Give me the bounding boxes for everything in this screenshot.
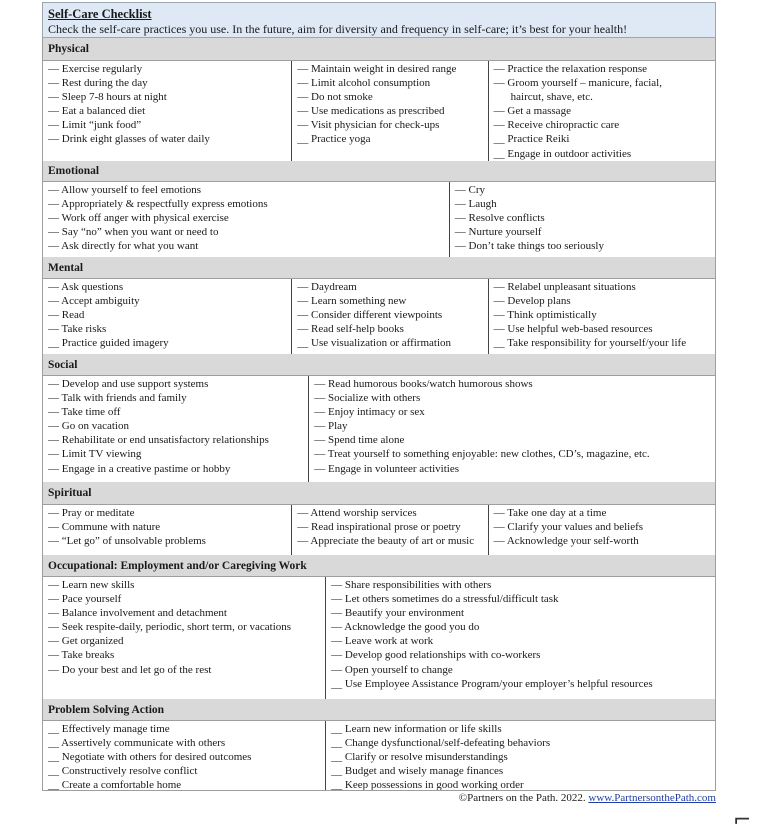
checklist-item[interactable]: — Acknowledge your self-worth: [493, 535, 639, 548]
section-column: [292, 505, 488, 555]
checklist-item[interactable]: — Limit TV viewing: [48, 448, 142, 461]
checklist-item[interactable]: — Develop plans: [493, 295, 571, 308]
section-column: [43, 61, 292, 161]
checklist-item[interactable]: — Say “no” when you want or need to: [48, 226, 219, 239]
section-title-problem-solving-action: Problem Solving Action: [42, 699, 716, 721]
checklist-item[interactable]: — Engage in volunteer activities: [314, 462, 460, 475]
section-column: [292, 279, 488, 354]
section-column: [326, 721, 715, 790]
checklist-item[interactable]: — Do your best and let go of the rest: [48, 663, 212, 676]
checklist-item[interactable]: — Visit physician for check-ups: [297, 119, 440, 132]
checklist-item[interactable]: — Read inspirational prose or poetry: [297, 521, 461, 534]
checklist-item[interactable]: — Take risks: [48, 323, 107, 336]
checklist-item[interactable]: — Nurture yourself: [454, 226, 542, 239]
section-column: [450, 182, 715, 257]
checklist-item[interactable]: — Use medications as prescribed: [297, 105, 445, 118]
checklist-item[interactable]: — Spend time alone: [314, 434, 405, 447]
section-column: [489, 279, 715, 354]
checklist-item[interactable]: — Play: [314, 420, 348, 433]
section-column: [489, 61, 715, 161]
section-body-emotional: [42, 182, 716, 257]
checklist-item[interactable]: — Limit “junk food”: [48, 119, 142, 132]
checklist-item[interactable]: — Seek respite-daily, periodic, short term, or vacations: [48, 621, 292, 634]
checklist-sheet: [42, 2, 716, 804]
checklist-item[interactable]: — Receive chiropractic care: [493, 119, 620, 132]
checklist-item[interactable]: — Cry: [454, 184, 486, 196]
section-body-occupational-employment-and-or-caregiving-work: [42, 577, 716, 699]
checklist-item[interactable]: __ Practice Reiki: [493, 133, 570, 146]
checklist-item[interactable]: — Use helpful web-based resources: [493, 323, 653, 336]
page-title: Self-Care Checklist: [48, 7, 152, 21]
checklist-item[interactable]: __ Effectively manage time: [48, 723, 170, 735]
section-body-spiritual: [42, 505, 716, 555]
checklist-item[interactable]: — Pray or meditate: [48, 507, 135, 519]
checklist-item[interactable]: — Practice the relaxation response: [493, 63, 648, 75]
checklist-item[interactable]: — Maintain weight in desired range: [297, 63, 457, 75]
section-column: [43, 376, 309, 482]
section-column: [43, 182, 450, 257]
checklist-item[interactable]: — Develop and use support systems: [48, 378, 209, 390]
checklist-item[interactable]: __ Use Employee Assistance Program/your employer’s helpful resources: [331, 677, 653, 690]
section-title-social: Social: [42, 354, 716, 376]
checklist-item[interactable]: __ Practice guided imagery: [48, 337, 169, 350]
checklist-item[interactable]: __ Clarify or resolve misunderstandings: [331, 751, 508, 764]
checklist-item[interactable]: — Read: [48, 309, 85, 322]
section-column: [309, 376, 715, 482]
section-column: [43, 721, 326, 790]
section-title-emotional: Emotional: [42, 161, 716, 182]
checklist-item[interactable]: — Read humorous books/watch humorous shows: [314, 378, 533, 390]
sections-container: [42, 38, 716, 791]
section-title-physical: Physical: [42, 38, 716, 61]
checklist-item[interactable]: __ Use visualization or affirmation: [297, 337, 452, 350]
page-subtitle: Check the self-care practices you use. In the future, aim for diversity and frequency in self-care; it’s best for your health!: [48, 22, 628, 36]
checklist-item[interactable]: — Rest during the day: [48, 77, 148, 90]
checklist-item[interactable]: — Engage in a creative pastime or hobby: [48, 462, 231, 475]
checklist-item[interactable]: — Learn new skills: [48, 579, 135, 591]
checklist-item[interactable]: __ Change dysfunctional/self-defeating behaviors: [331, 737, 551, 750]
checklist-item[interactable]: — Leave work at work: [331, 635, 434, 648]
checklist-item[interactable]: __ Negotiate with others for desired outcomes: [48, 751, 252, 764]
checklist-item[interactable]: __ Assertively communicate with others: [48, 737, 226, 750]
checklist-item[interactable]: __ Budget and wisely manage finances: [331, 765, 504, 778]
checklist-item[interactable]: __ Practice yoga: [297, 133, 371, 146]
checklist-item[interactable]: — Go on vacation: [48, 420, 129, 433]
section-column: [43, 279, 292, 354]
checklist-item: haircut, shave, etc.: [510, 91, 593, 104]
checklist-item[interactable]: — Resolve conflicts: [454, 212, 545, 225]
checklist-item[interactable]: — Read self-help books: [297, 323, 404, 336]
section-column: [292, 61, 488, 161]
checklist-item[interactable]: — Laugh: [454, 198, 497, 211]
checklist-item[interactable]: — Appreciate the beauty of art or music: [297, 535, 475, 548]
page-corner-mark: ⌐: [733, 808, 752, 833]
checklist-item[interactable]: — Relabel unpleasant situations: [493, 281, 636, 293]
checklist-item[interactable]: — Balance involvement and detachment: [48, 607, 227, 620]
checklist-item[interactable]: — Develop good relationships with co-workers: [331, 649, 541, 662]
checklist-item[interactable]: — Ask directly for what you want: [48, 240, 199, 253]
checklist-item[interactable]: — Work off anger with physical exercise: [48, 212, 229, 225]
checklist-item[interactable]: __ Constructively resolve conflict: [48, 765, 198, 778]
section-column: [489, 505, 715, 555]
checklist-item[interactable]: — Rehabilitate or end unsatisfactory relationships: [48, 434, 269, 447]
checklist-item[interactable]: — Talk with friends and family: [48, 392, 187, 405]
checklist-item[interactable]: — Beautify your environment: [331, 607, 465, 620]
section-column: [43, 505, 292, 555]
checklist-item[interactable]: — Do not smoke: [297, 91, 373, 104]
checklist-item[interactable]: — Consider different viewpoints: [297, 309, 443, 322]
checklist-item[interactable]: — Drink eight glasses of water daily: [48, 133, 210, 146]
checklist-item[interactable]: — Take one day at a time: [493, 507, 607, 519]
checklist-item[interactable]: — “Let go” of unsolvable problems: [48, 535, 206, 548]
checklist-item[interactable]: — Get organized: [48, 635, 124, 648]
section-title-spiritual: Spiritual: [42, 482, 716, 505]
section-title-mental: Mental: [42, 257, 716, 279]
checklist-item[interactable]: — Enjoy intimacy or sex: [314, 406, 425, 419]
checklist-item[interactable]: — Share responsibilities with others: [331, 579, 492, 591]
checklist-item[interactable]: — Clarify your values and beliefs: [493, 521, 644, 534]
checklist-item[interactable]: — Let others sometimes do a stressful/difficult task: [331, 593, 559, 606]
section-column: [43, 577, 326, 699]
checklist-item[interactable]: — Daydream: [297, 281, 357, 293]
section-body-physical: [42, 61, 716, 161]
checklist-item[interactable]: — Attend worship services: [297, 507, 417, 519]
checklist-item[interactable]: — Limit alcohol consumption: [297, 77, 431, 90]
footer-copyright: ©Partners on the Path. 2022.: [458, 792, 589, 804]
checklist-item[interactable]: — Commune with nature: [48, 521, 161, 534]
checklist-item[interactable]: — Socialize with others: [314, 392, 421, 405]
section-body-problem-solving-action: [42, 721, 716, 791]
checklist-header: [42, 2, 716, 38]
checklist-item[interactable]: — Eat a balanced diet: [48, 105, 146, 118]
checklist-item[interactable]: — Take time off: [48, 406, 121, 419]
checklist-item[interactable]: __ Learn new information or life skills: [331, 723, 502, 735]
footer: [42, 792, 716, 804]
checklist-item[interactable]: — Ask questions: [48, 281, 124, 293]
checklist-item[interactable]: — Pace yourself: [48, 593, 122, 606]
checklist-item[interactable]: __ Take responsibility for yourself/your life: [493, 337, 687, 350]
checklist-item[interactable]: — Exercise regularly: [48, 63, 143, 75]
checklist-item[interactable]: — Groom yourself – manicure, facial,: [493, 77, 662, 90]
checklist-item[interactable]: — Learn something new: [297, 295, 407, 308]
checklist-item[interactable]: — Open yourself to change: [331, 663, 453, 676]
checklist-item[interactable]: — Get a massage: [493, 105, 571, 118]
section-body-social: [42, 376, 716, 482]
footer-link[interactable]: www.PartnersonthePath.com: [588, 792, 716, 804]
section-body-mental: [42, 279, 716, 354]
section-column: [326, 577, 715, 699]
checklist-item[interactable]: — Treat yourself to something enjoyable: new clothes, CD’s, magazine, etc.: [314, 448, 650, 461]
checklist-item[interactable]: — Think optimistically: [493, 309, 597, 322]
checklist-item[interactable]: __ Engage in outdoor activities: [493, 147, 632, 160]
section-title-occupational-employment-and-or-caregiving-work: Occupational: Employment and/or Caregiving Work: [42, 555, 716, 577]
checklist-item[interactable]: — Don’t take things too seriously: [454, 240, 604, 253]
checklist-item[interactable]: — Acknowledge the good you do: [331, 621, 480, 634]
checklist-item[interactable]: — Appropriately & respectfully express emotions: [48, 198, 268, 211]
checklist-item[interactable]: — Take breaks: [48, 649, 115, 662]
checklist-item[interactable]: __ Keep possessions in good working order: [331, 779, 524, 790]
checklist-item[interactable]: — Accept ambiguity: [48, 295, 140, 308]
checklist-item[interactable]: — Allow yourself to feel emotions: [48, 184, 202, 196]
checklist-item[interactable]: — Sleep 7-8 hours at night: [48, 91, 167, 104]
checklist-item[interactable]: __ Create a comfortable home: [48, 779, 182, 790]
